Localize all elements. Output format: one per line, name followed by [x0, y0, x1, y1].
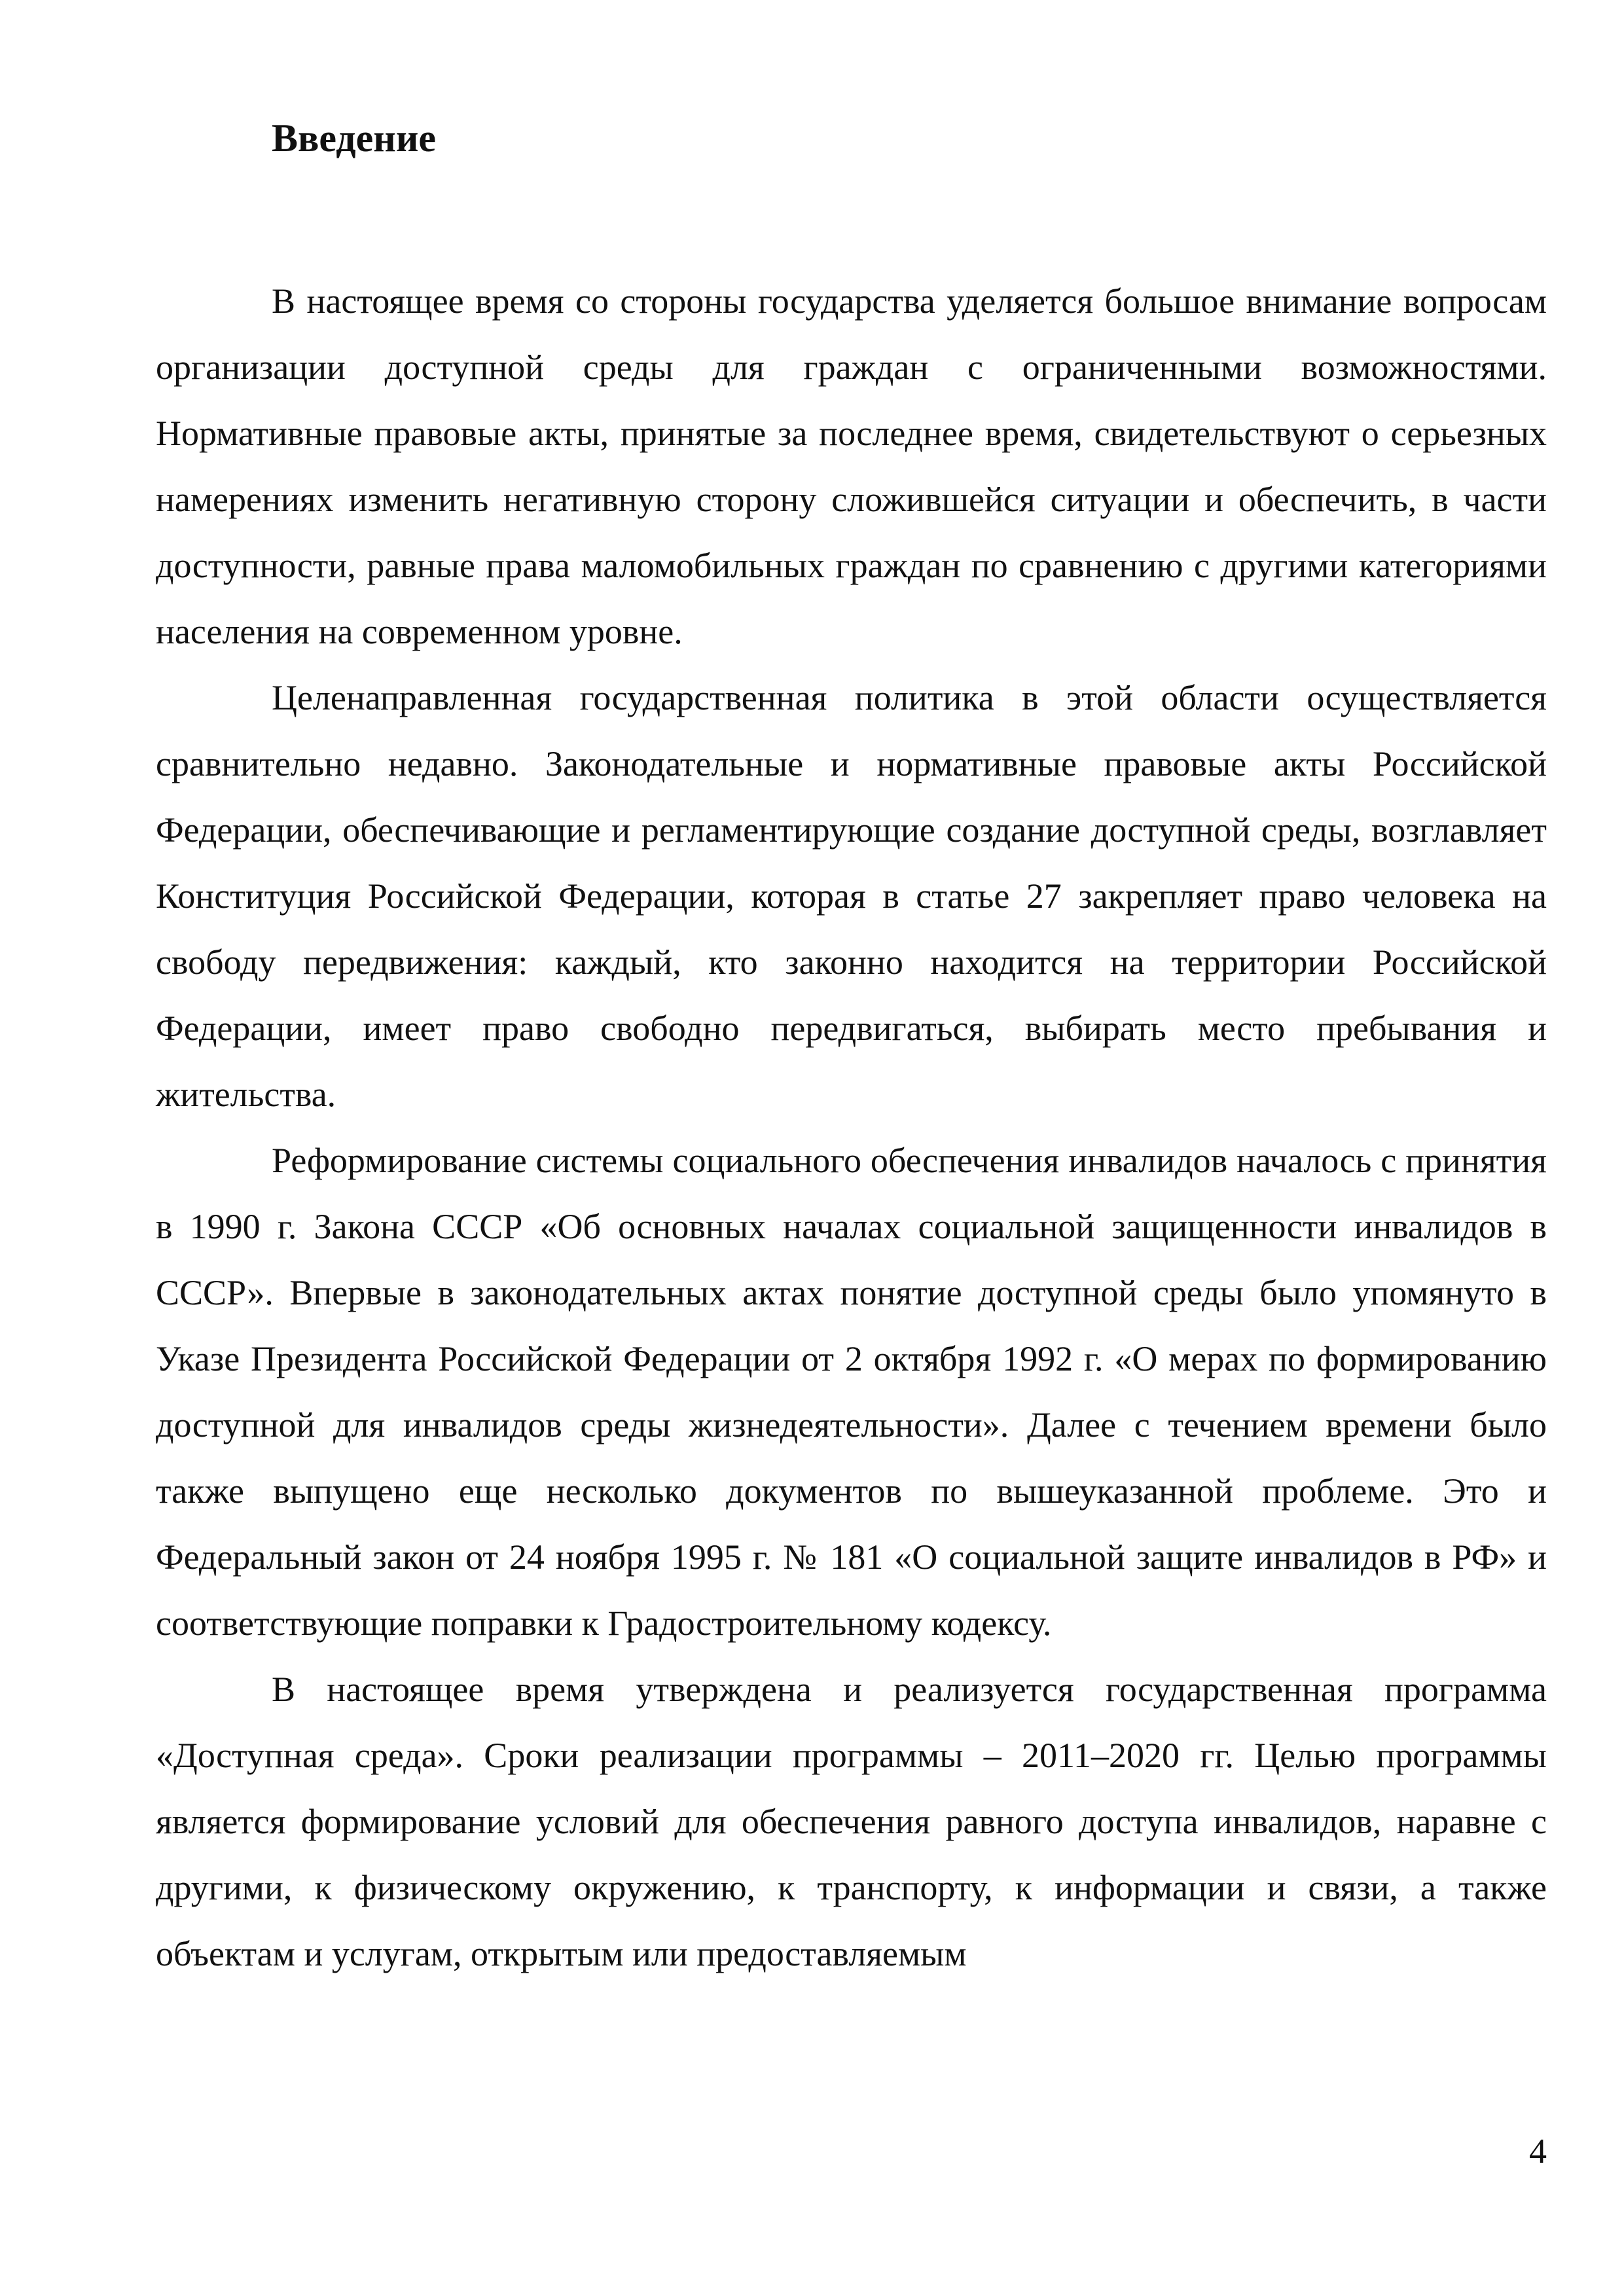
body-text	[156, 268, 1547, 1987]
paragraph-4: В настоящее время утверждена и реализуется государственная программа «Доступная среда». Сроки реализации программы – 2011–2020 гг. Целью программы является формирование условий для обеспечения равного доступа инвалидов, наравне с другими, к физическому окружению, к транспорту, к информации и связи, а также объектам и услугам, открытым или предоставляемым	[156, 1670, 1547, 1973]
paragraph-1: В настоящее время со стороны государства уделяется большое внимание вопросам организации доступной среды для граждан с ограниченными возможностями. Нормативные правовые акты, принятые за последнее время, свидетельствуют о серьезных намерениях изменить негативную сторону сложившейся ситуации и обеспечить, в части доступности, равные права маломобильных граждан по сравнению с другими категориями населения на современном уровне.	[156, 281, 1547, 651]
section-heading: Введение	[272, 117, 437, 160]
paragraph-2: Целенаправленная государственная политика в этой области осуществляется сравнительно недавно. Законодательные и нормативные правовые акты Российской Федерации, обеспечивающие и регламентирующие создание доступной среды, возглавляет Конституция Российской Федерации, которая в статье 27 закрепляет право человека на свободу передвижения: каждый, кто законно находится на территории Российской Федерации, имеет право свободно передвигаться, выбирать место пребывания и жительства.	[156, 678, 1547, 1114]
paragraph-3: Реформирование системы социального обеспечения инвалидов началось с принятия в 1990 г. Закона СССР «Об основных началах социальной защищенности инвалидов в СССР». Впервые в законодательных актах понятие доступной среды было упомянуто в Указе Президента Российской Федерации от 2 октября 1992 г. «О мерах по формированию доступной для инвалидов среды жизнедеятельности». Далее с течением времени было также выпущено еще несколько документов по вышеуказанной проблеме. Это и Федеральный закон от 24 ноября 1995 г. № 181 «О социальной защите инвалидов в РФ» и соответствующие поправки к Градостроительному кодексу.	[156, 1141, 1547, 1643]
page-number: 4	[1529, 2132, 1547, 2171]
